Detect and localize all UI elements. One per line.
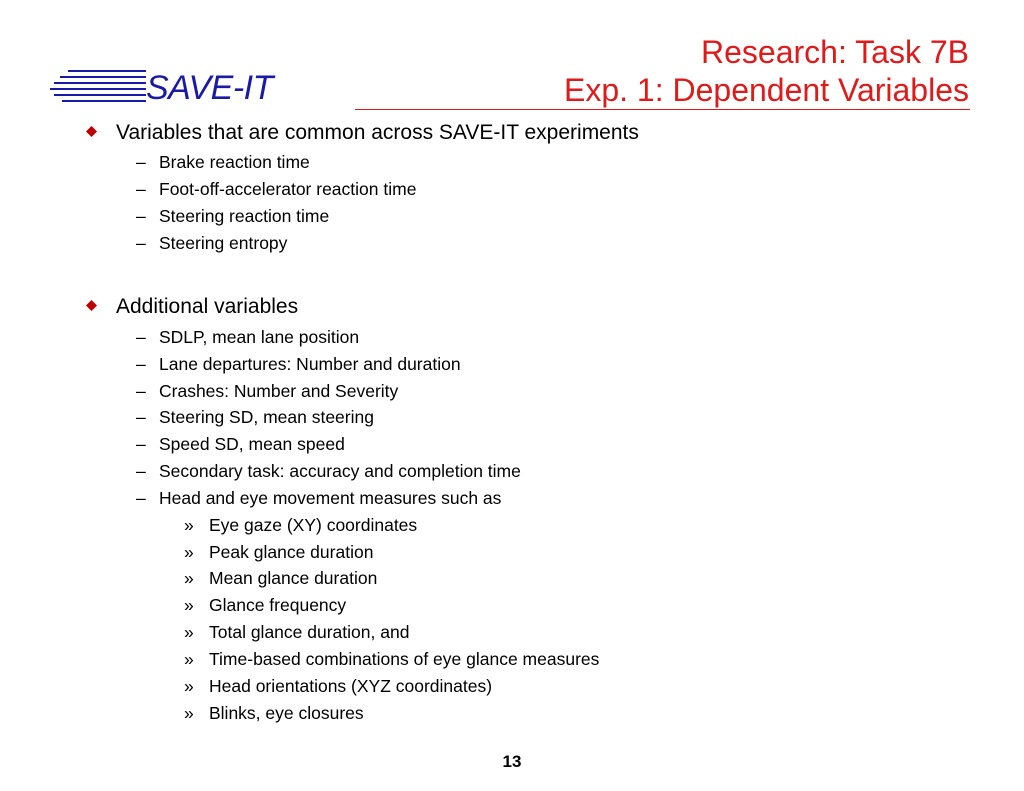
list-item xyxy=(136,380,399,402)
list-item-text: Speed SD, mean speed xyxy=(159,434,345,454)
list-item-text: Steering SD, mean steering xyxy=(159,407,374,427)
list-item xyxy=(184,648,600,670)
list-item-text: Steering reaction time xyxy=(159,206,330,226)
chevron-mark: » xyxy=(184,703,194,723)
list-item xyxy=(136,487,502,509)
list-item xyxy=(136,460,521,482)
chevron-mark: » xyxy=(184,676,194,696)
list-item xyxy=(184,702,364,724)
list-item xyxy=(116,295,298,319)
list-item-text: Crashes: Number and Severity xyxy=(159,381,399,401)
page-number: 13 xyxy=(502,752,522,771)
list-item-text: Mean glance duration xyxy=(209,568,378,588)
slide-title xyxy=(564,33,969,109)
list-item-text: Lane departures: Number and duration xyxy=(159,354,461,374)
chevron-mark: » xyxy=(184,595,194,615)
list-item xyxy=(184,567,378,589)
chevron-mark: » xyxy=(184,622,194,642)
chevron-mark: » xyxy=(184,542,194,562)
list-item-text: Eye gaze (XY) coordinates xyxy=(209,515,418,535)
list-item-text: Head orientations (XYZ coordinates) xyxy=(209,676,493,696)
dash-mark: – xyxy=(136,354,146,374)
dash-mark: – xyxy=(136,327,146,347)
list-item xyxy=(136,433,345,455)
title-underline xyxy=(355,109,970,110)
list-item xyxy=(116,121,639,145)
list-item xyxy=(184,621,410,643)
list-item-text: Glance frequency xyxy=(209,595,347,615)
list-item xyxy=(184,675,493,697)
list-item xyxy=(136,151,310,173)
list-item xyxy=(136,232,288,254)
list-item xyxy=(184,594,347,616)
list-item-text: Brake reaction time xyxy=(159,152,310,172)
chevron-mark: » xyxy=(184,649,194,669)
list-item-text: Steering entropy xyxy=(159,233,288,253)
diamond-bullet-icon xyxy=(86,126,97,137)
list-item-text: Peak glance duration xyxy=(209,542,374,562)
slide-title-line-1: Research: Task 7B xyxy=(701,34,969,70)
list-item xyxy=(184,541,374,563)
slide-title-line-2: Exp. 1: Dependent Variables xyxy=(564,72,969,108)
list-item xyxy=(136,178,417,200)
dash-mark: – xyxy=(136,488,146,508)
list-item xyxy=(136,406,374,428)
logo-speed-lines-icon xyxy=(50,68,150,104)
list-item-text: Additional variables xyxy=(116,295,299,318)
list-item-text: SDLP, mean lane position xyxy=(159,327,360,347)
dash-mark: – xyxy=(136,381,146,401)
list-item-text: Secondary task: accuracy and completion time xyxy=(159,461,521,481)
logo-text: SAVE-IT xyxy=(146,69,273,107)
list-item xyxy=(136,205,330,227)
list-item xyxy=(136,353,461,375)
dash-mark: – xyxy=(136,233,146,253)
save-it-logo xyxy=(50,68,300,108)
list-item-text: Variables that are common across SAVE-IT experiments xyxy=(116,121,639,144)
dash-mark: – xyxy=(136,152,146,172)
dash-mark: – xyxy=(136,434,146,454)
list-item-text: Foot-off-accelerator reaction time xyxy=(159,179,417,199)
list-item-text: Head and eye movement measures such as xyxy=(159,488,502,508)
list-item xyxy=(136,326,360,348)
list-item-text: Total glance duration, and xyxy=(209,622,410,642)
dash-mark: – xyxy=(136,206,146,226)
chevron-mark: » xyxy=(184,515,194,535)
dash-mark: – xyxy=(136,407,146,427)
list-item-text: Blinks, eye closures xyxy=(209,703,364,723)
diamond-bullet-icon xyxy=(86,300,97,311)
chevron-mark: » xyxy=(184,568,194,588)
dash-mark: – xyxy=(136,179,146,199)
dash-mark: – xyxy=(136,461,146,481)
list-item xyxy=(184,514,418,536)
list-item-text: Time-based combinations of eye glance measures xyxy=(209,649,600,669)
